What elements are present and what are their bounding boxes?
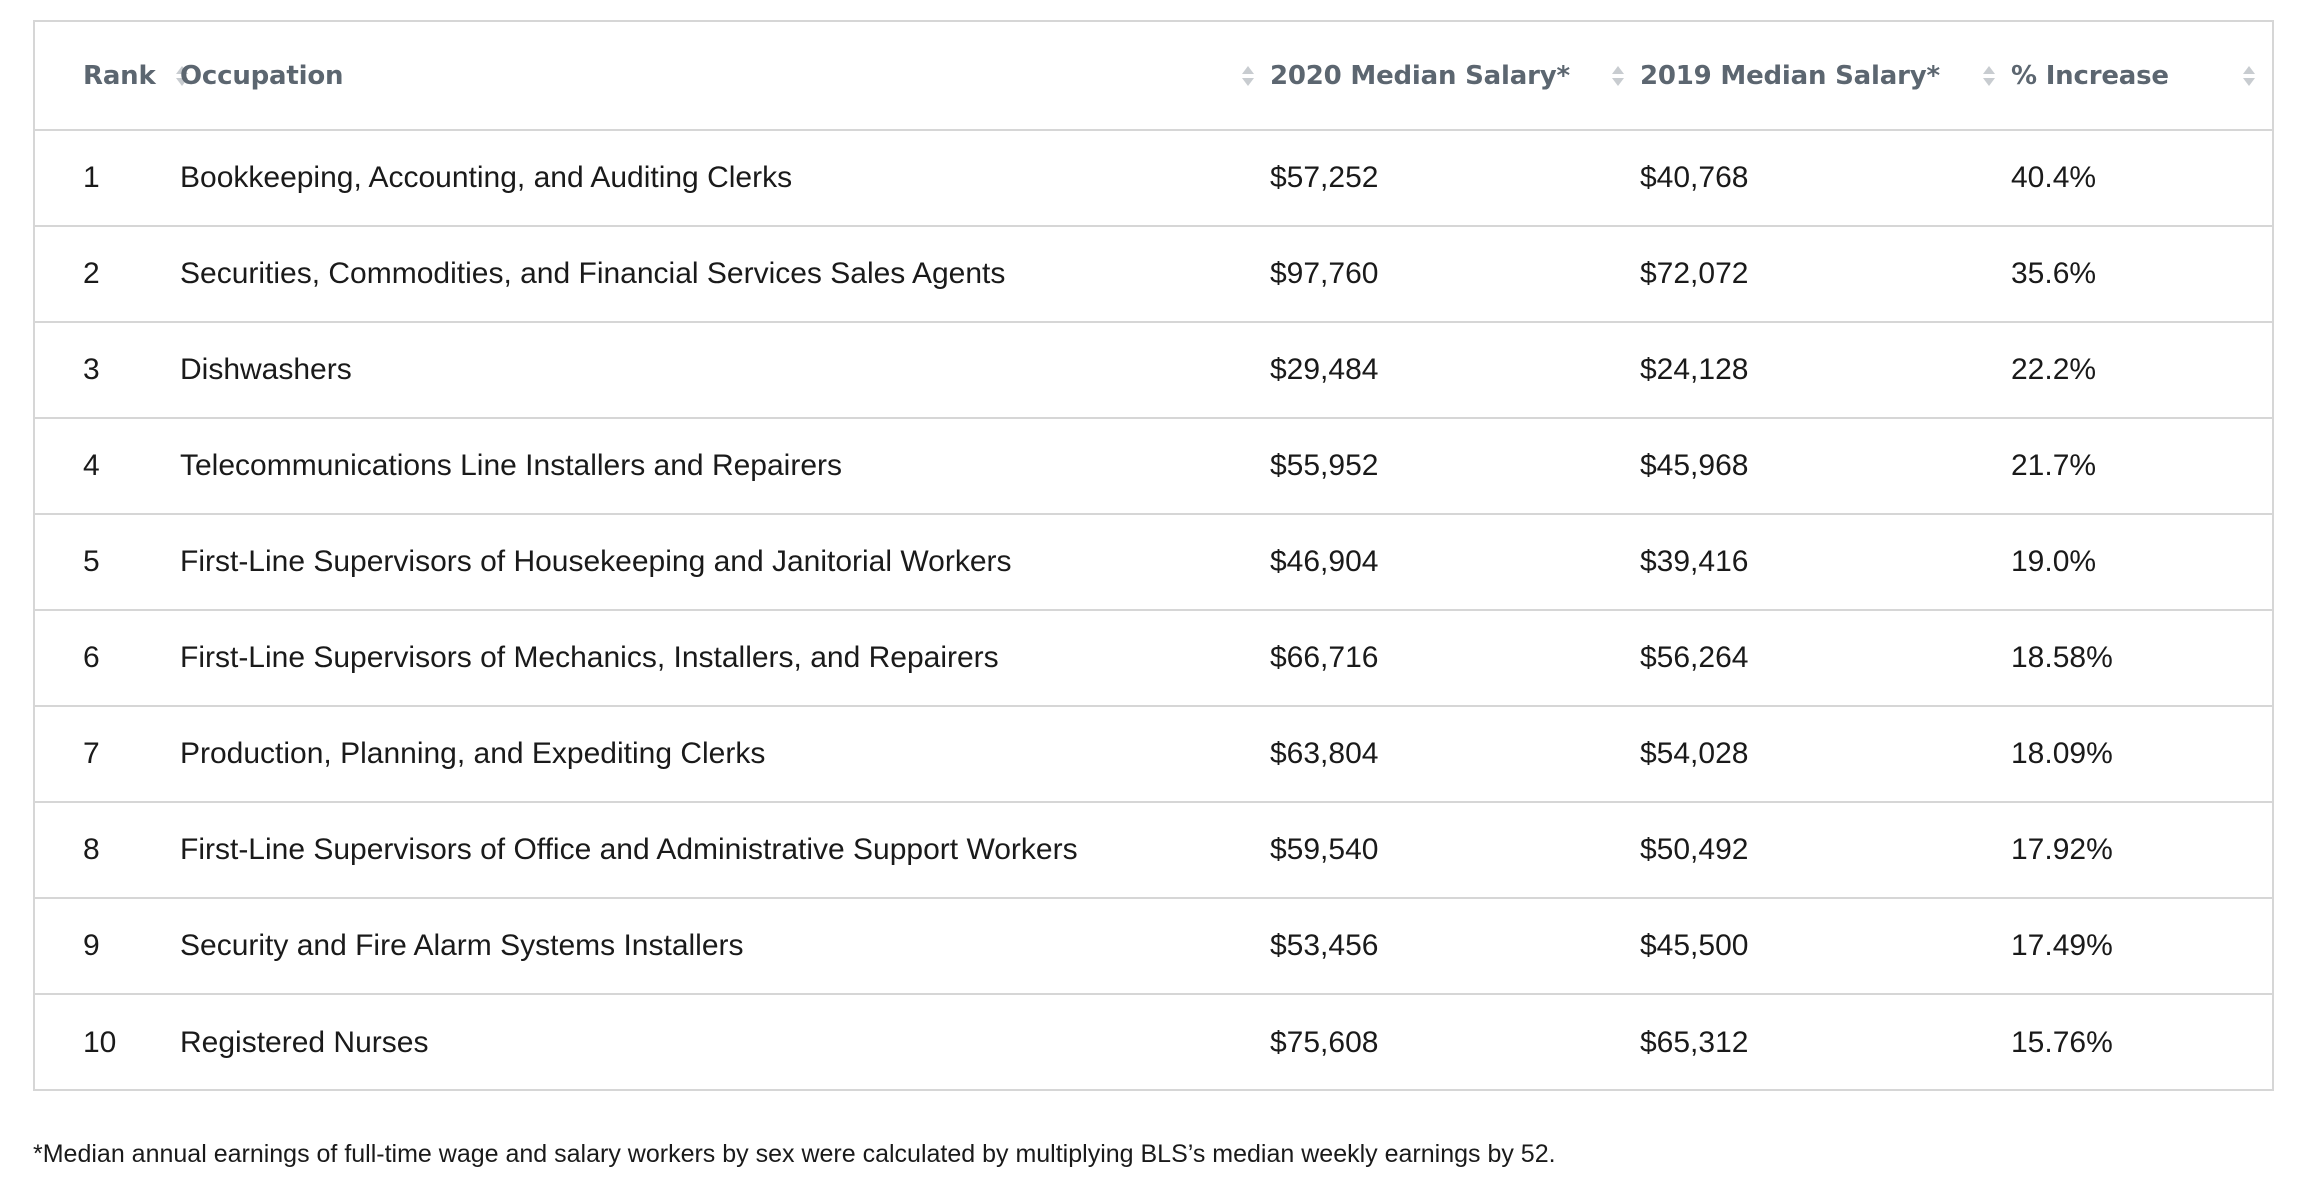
cell-increase: 18.09%: [2011, 706, 2272, 802]
table-row: [35, 994, 2272, 1090]
cell-occupation: First-Line Supervisors of Office and Administrative Support Workers: [180, 802, 1270, 898]
table-row: [35, 514, 2272, 610]
cell-increase: 17.49%: [2011, 898, 2272, 994]
table-row: [35, 130, 2272, 226]
cell-rank: 6: [35, 610, 180, 706]
cell-salary-2019: $54,028: [1640, 706, 2011, 802]
cell-occupation: First-Line Supervisors of Mechanics, Installers, and Repairers: [180, 610, 1270, 706]
footnote: *Median annual earnings of full-time wage and salary workers by sex were calculated by multiplying BLS’s median weekly earnings by 52.: [33, 1140, 1556, 1168]
cell-salary-2019: $50,492: [1640, 802, 2011, 898]
salary-table: [35, 22, 2272, 1090]
cell-occupation: Telecommunications Line Installers and Repairers: [180, 418, 1270, 514]
sort-icon[interactable]: [1982, 65, 1996, 87]
cell-increase: 35.6%: [2011, 226, 2272, 322]
cell-salary-2020: $97,760: [1270, 226, 1640, 322]
cell-rank: 2: [35, 226, 180, 322]
cell-rank: 5: [35, 514, 180, 610]
table-row: [35, 802, 2272, 898]
column-header-salary-2020[interactable]: [1270, 22, 1640, 130]
column-header-increase[interactable]: [2011, 22, 2272, 130]
cell-rank: 9: [35, 898, 180, 994]
sort-icon[interactable]: [2242, 65, 2256, 87]
cell-rank: 10: [83, 1025, 117, 1059]
column-header-label: Rank: [83, 60, 156, 91]
column-header-label: % Increase: [2011, 60, 2169, 91]
sort-icon[interactable]: [1241, 65, 1255, 87]
table-row: [35, 898, 2272, 994]
cell-increase: 17.92%: [2011, 802, 2272, 898]
cell-increase: 19.0%: [2011, 514, 2272, 610]
column-header-label: 2020 Median Salary*: [1270, 60, 1570, 91]
cell-increase: 15.76%: [2011, 1025, 2113, 1059]
table-row: [35, 706, 2272, 802]
table-row: [35, 418, 2272, 514]
header-row: [35, 22, 2272, 130]
cell-salary-2020: $59,540: [1270, 802, 1640, 898]
cell-salary-2019: $56,264: [1640, 610, 2011, 706]
table-body: [35, 130, 2272, 1090]
table-row: [35, 322, 2272, 418]
cell-increase: 22.2%: [2011, 322, 2272, 418]
cell-salary-2020: $63,804: [1270, 706, 1640, 802]
cell-rank: 3: [35, 322, 180, 418]
cell-salary-2019: $45,968: [1640, 418, 2011, 514]
sort-icon[interactable]: [1611, 65, 1625, 87]
cell-salary-2019: $72,072: [1640, 226, 2011, 322]
cell-rank: 4: [35, 418, 180, 514]
cell-salary-2019: $39,416: [1640, 514, 2011, 610]
cell-rank: 7: [35, 706, 180, 802]
cell-occupation: Production, Planning, and Expediting Clerks: [180, 706, 1270, 802]
cell-occupation: Securities, Commodities, and Financial Services Sales Agents: [180, 226, 1270, 322]
cell-salary-2020: $53,456: [1270, 898, 1640, 994]
table-row: [35, 610, 2272, 706]
column-header-salary-2019[interactable]: [1640, 22, 2011, 130]
cell-increase: 18.58%: [2011, 610, 2272, 706]
table-row: [35, 226, 2272, 322]
cell-rank: 8: [35, 802, 180, 898]
cell-rank: 1: [35, 130, 180, 226]
salary-table-container: [33, 20, 2274, 1091]
cell-salary-2019: $65,312: [1640, 1025, 1749, 1059]
column-header-label: 2019 Median Salary*: [1640, 60, 1940, 91]
column-header-occupation[interactable]: [180, 22, 1270, 130]
cell-salary-2020: $66,716: [1270, 610, 1640, 706]
cell-salary-2019: $45,500: [1640, 898, 2011, 994]
cell-salary-2019: $40,768: [1640, 130, 2011, 226]
cell-salary-2019: $24,128: [1640, 322, 2011, 418]
cell-occupation: Security and Fire Alarm Systems Installers: [180, 898, 1270, 994]
cell-occupation: First-Line Supervisors of Housekeeping and Janitorial Workers: [180, 514, 1270, 610]
cell-salary-2020: $29,484: [1270, 322, 1640, 418]
column-header-label: Occupation: [180, 60, 344, 91]
cell-increase: 21.7%: [2011, 418, 2272, 514]
cell-increase: 40.4%: [2011, 130, 2272, 226]
column-header-rank[interactable]: [35, 22, 180, 130]
cell-occupation: Bookkeeping, Accounting, and Auditing Clerks: [180, 130, 1270, 226]
cell-salary-2020: $55,952: [1270, 418, 1640, 514]
cell-occupation: Registered Nurses: [180, 1025, 429, 1059]
cell-salary-2020: $57,252: [1270, 130, 1640, 226]
table-header: [35, 22, 2272, 130]
cell-salary-2020: $75,608: [1270, 1025, 1379, 1059]
cell-salary-2020: $46,904: [1270, 514, 1640, 610]
cell-occupation: Dishwashers: [180, 322, 1270, 418]
